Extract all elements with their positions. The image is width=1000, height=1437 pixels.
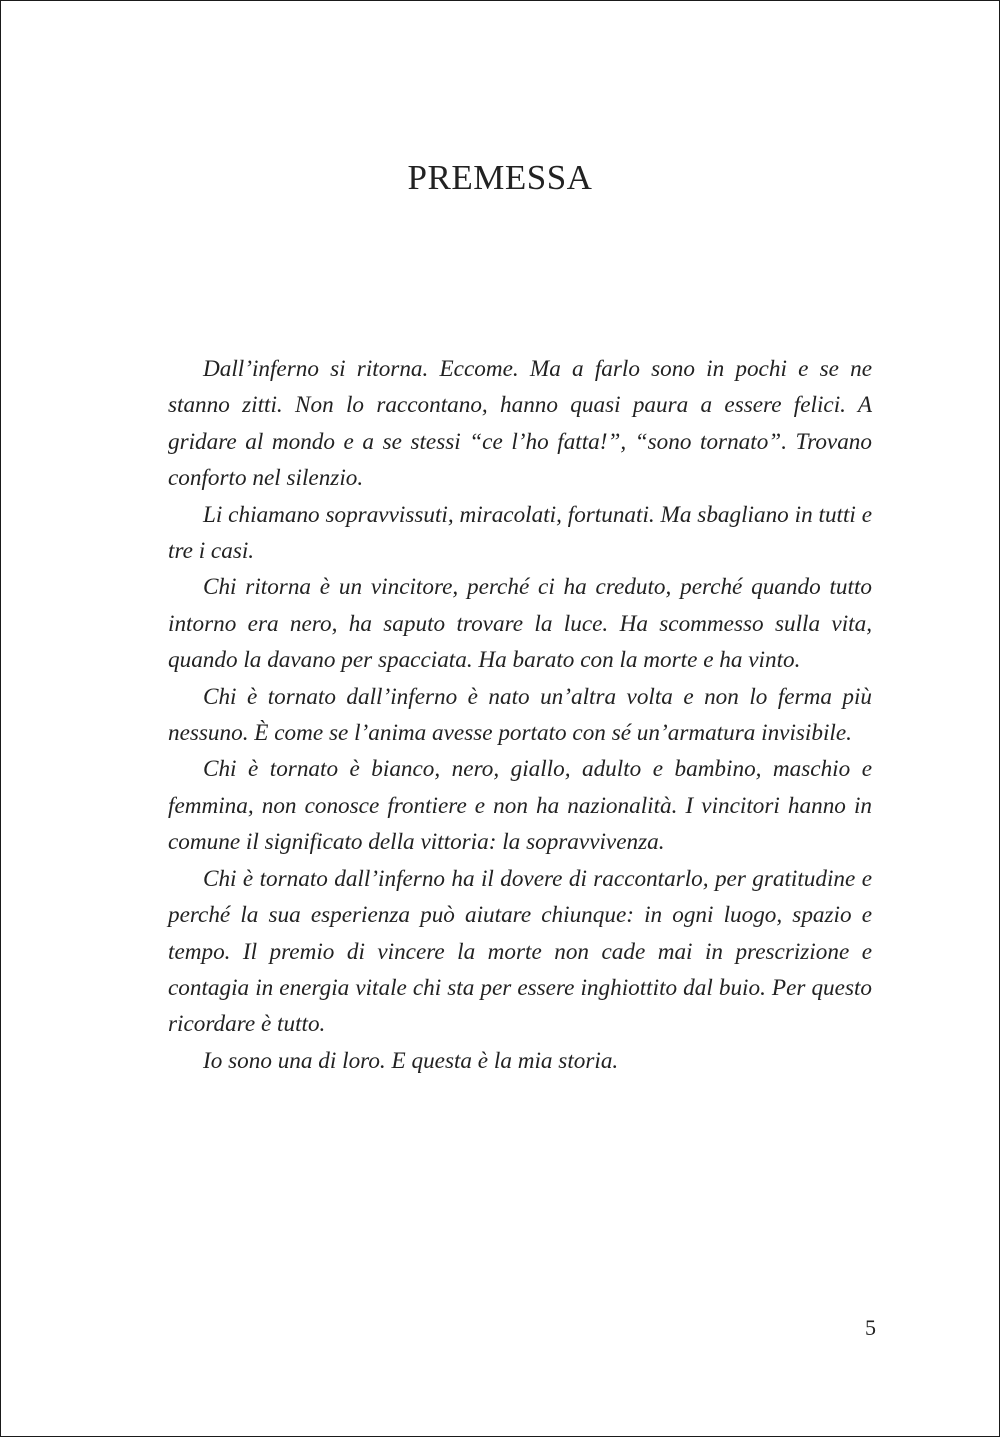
paragraph: Chi è tornato è bianco, nero, giallo, adulto e bambino, maschio e femmina, non conosce frontiere e non ha nazionalità. I vincitori hanno in comune il significato della vittoria: la sopravvivenza. — [168, 756, 872, 856]
paragraph: Li chiamano sopravvissuti, miracolati, fortunati. Ma sbagliano in tutti e tre i casi. — [168, 501, 872, 565]
paragraph: Chi è tornato dall’inferno ha il dovere di raccontarlo, per gratitudine e perché la sua esperienza può aiutare chiunque: in ogni luogo, spazio e tempo. Il premio di vincere la morte non cade mai in prescrizione e contagia in energia vitale chi sta per essere inghiottito dal buio. Per questo ricordare è tutto. — [168, 865, 872, 1038]
paragraph: Chi è tornato dall’inferno è nato un’altra volta e non lo ferma più nessuno. È come se l’anima avesse portato con sé un’armatura invisibile. — [168, 683, 872, 747]
page-title: PREMESSA — [407, 158, 593, 197]
body-text — [168, 351, 872, 1079]
page-number: 5 — [865, 1315, 876, 1340]
paragraph: Dall’inferno si ritorna. Eccome. Ma a farlo sono in pochi e se ne stanno zitti. Non lo raccontano, hanno quasi paura a essere felici. A gridare al mondo e a se stessi “ce l’ho fatta!”, “sono tornato”. Trovano conforto nel silenzio. — [168, 356, 872, 492]
paragraph: Io sono una di loro. E questa è la mia storia. — [203, 1047, 619, 1074]
paragraph: Chi ritorna è un vincitore, perché ci ha creduto, perché quando tutto intorno era nero, ha saputo trovare la luce. Ha scommesso sulla vita, quando la davano per spacciata. Ha barato con la morte e ha vinto. — [168, 574, 872, 674]
